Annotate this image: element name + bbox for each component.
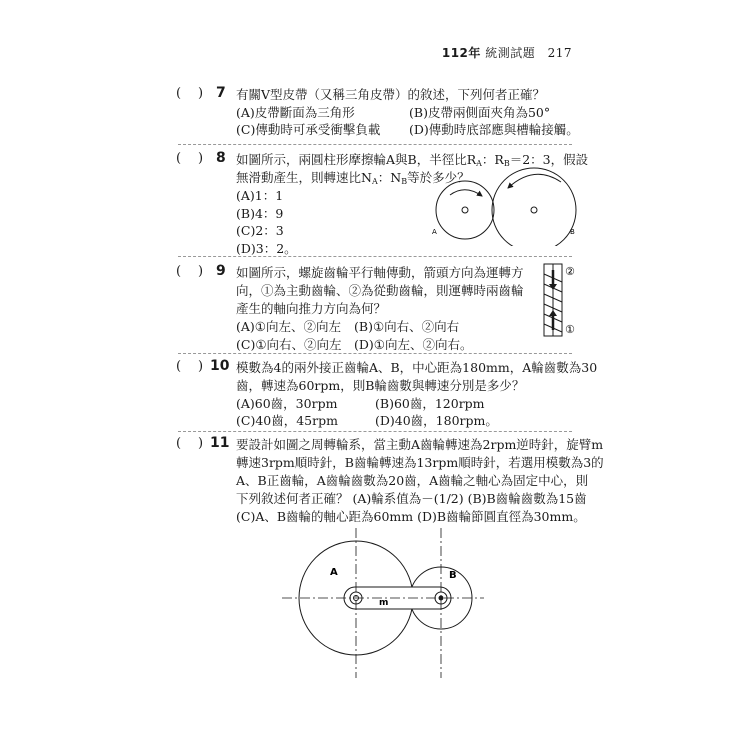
rotation-arrow-b	[508, 174, 561, 188]
option-b: (B)①向右、②向右	[354, 319, 460, 334]
helical-gears-figure	[538, 262, 582, 342]
divider	[178, 353, 572, 354]
question-number: 10	[210, 358, 230, 374]
question-stem-line-2: 齒，轉速為60rpm，則B輪齒數與轉速分別是多少？	[236, 378, 525, 393]
header-page-number: 217	[547, 46, 572, 60]
label-arm-m: m	[379, 598, 389, 608]
question-number: 7	[216, 85, 226, 101]
answer-blank-open: (	[176, 436, 182, 451]
option-c: (C)傳動時可承受衝擊負載	[236, 122, 381, 137]
answer-blank-close: )	[198, 436, 204, 451]
question-number: 11	[210, 435, 230, 451]
option-d: (D)傳動時底部應與槽輪接觸。	[409, 122, 579, 137]
rotation-arrow-a	[450, 190, 482, 196]
question-stem-line-1: 要設計如圖之周轉輪系，當主動A齒輪轉速為2rpm逆時針，旋臂m	[236, 437, 604, 452]
page-header	[442, 44, 572, 61]
question-stem-line-1: 如圖所示，螺旋齒輪平行軸傳動，箭頭方向為運轉方	[236, 265, 524, 280]
option-d: (D)40齒，180rpm。	[375, 413, 498, 428]
question-number: 8	[216, 150, 226, 166]
header-year: 112年	[441, 46, 481, 60]
friction-wheels-figure	[430, 166, 582, 246]
option-c: (C)2：3	[236, 223, 284, 238]
option-c: (C)①向右、②向左	[236, 337, 342, 352]
question-stem-line-3: A、B正齒輪，A齒輪齒數為20齒，A齒輪之軸心為固定中心，則	[236, 473, 589, 488]
question-stem-line-3: 產生的軸向推力方向為何？	[236, 301, 387, 316]
question-number: 9	[216, 263, 226, 279]
divider	[178, 144, 572, 145]
answer-blank-open: (	[176, 151, 182, 166]
label-a: A	[432, 228, 437, 236]
option-a: (A)1：1	[236, 188, 284, 203]
label-gear-1: ①	[565, 323, 575, 336]
header-title: 統測試題	[485, 46, 536, 60]
answer-blank-close: )	[198, 264, 204, 279]
question-stem-line-2: 向，①為主動齒輪、②為從動齒輪，則運轉時兩齒輪	[236, 283, 524, 298]
answer-blank-close: )	[198, 151, 204, 166]
answer-blank-open: (	[176, 264, 182, 279]
option-a: (A)皮帶斷面為三角形	[236, 105, 355, 120]
question-stem-line-1: 模數為4的兩外接正齒輪A、B，中心距為180mm，A輪齒數為30	[236, 360, 598, 375]
answer-blank-close: )	[198, 359, 204, 374]
question-stem-line-2: 無滑動產生，則轉速比$N_A$：$N_B$等於多少？	[236, 170, 470, 186]
epicyclic-gear-train-figure	[278, 526, 488, 682]
divider	[178, 256, 572, 257]
answer-blank-open: (	[176, 359, 182, 374]
label-gear-a: A	[330, 567, 338, 578]
option-d: (D)①向左、②向右。	[354, 337, 473, 352]
question-stem-line-4: 下列敘述何者正確？ (A)輪系值為－(1/2) (B)B齒輪齒數為15齒	[236, 491, 587, 506]
option-a: (A)60齒，30rpm	[236, 396, 338, 411]
answer-blank-close: )	[198, 86, 204, 101]
question-stem-line-5: (C)A、B齒輪的軸心距為60mm (D)B齒輪節圓直徑為30mm。	[236, 509, 586, 524]
answer-blank-open: (	[176, 86, 182, 101]
option-b: (B)60齒，120rpm	[375, 396, 485, 411]
label-gear-b: B	[449, 570, 457, 581]
question-stem: 有關V型皮帶（又稱三角皮帶）的敘述，下列何者正確？	[236, 87, 546, 102]
wheel-a-center	[462, 207, 468, 213]
option-d: (D)3：2。	[236, 241, 297, 256]
divider	[178, 431, 572, 432]
question-stem-line-1: 如圖所示，兩圓柱形摩擦輪A與B，半徑比$R_A$：$R_B=2$：3，假設	[236, 152, 589, 168]
question-stem-line-2: 轉速3rpm順時針，B齒輪轉速為13rpm順時針，若選用模數為3的	[236, 455, 604, 470]
label-gear-2: ②	[565, 265, 575, 278]
option-b: (B)4：9	[236, 206, 284, 221]
label-b: B	[570, 228, 575, 236]
option-c: (C)40齒，45rpm	[236, 413, 338, 428]
option-a: (A)①向左、②向左	[236, 319, 341, 334]
option-b: (B)皮帶兩側面夾角為50°	[409, 105, 551, 120]
wheel-b-center	[531, 207, 537, 213]
